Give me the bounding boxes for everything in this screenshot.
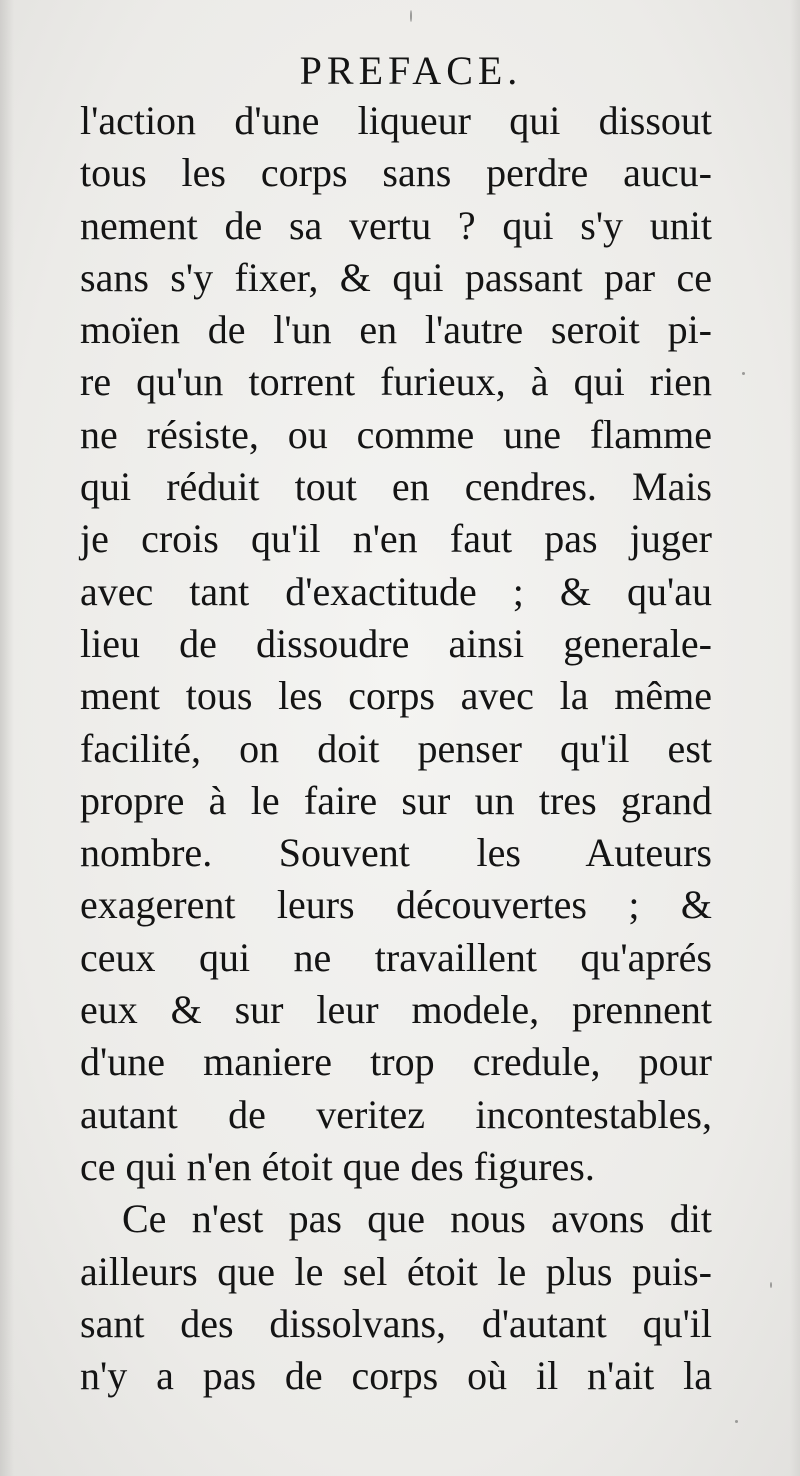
text-line: n'y a pas de corps où il n'ait la xyxy=(80,1353,712,1399)
text-line: eux & sur leur modele, prennent xyxy=(80,987,712,1033)
text-line: nombre. Souvent les Auteurs xyxy=(80,830,712,876)
text-line: moïen de l'un en l'autre seroit pi- xyxy=(80,307,712,353)
text-line: exagerent leurs découvertes ; & xyxy=(80,882,712,928)
text-line: ment tous les corps avec la même xyxy=(80,673,712,719)
text-line: ce qui n'en étoit que des figures. xyxy=(80,1143,595,1189)
paper-speck xyxy=(742,372,745,375)
text-line: nement de sa vertu ? qui s'y unit xyxy=(80,202,712,248)
page-left-edge-shadow xyxy=(0,0,14,1476)
text-line: ceux qui ne travaillent qu'aprés xyxy=(80,934,712,980)
page-right-edge-shadow xyxy=(790,0,800,1476)
text-line: ailleurs que le sel étoit le plus puis- xyxy=(80,1248,712,1294)
text-line: propre à le faire sur un tres grand xyxy=(80,777,712,823)
paper-speck xyxy=(770,1282,772,1288)
running-head: PREFACE. xyxy=(299,48,523,93)
text-line-paragraph-start: Ce n'est pas que nous avons dit xyxy=(122,1196,712,1242)
text-line: avec tant d'exactitude ; & qu'au xyxy=(80,568,712,614)
text-line: re qu'un torrent furieux, à qui rien xyxy=(80,359,712,405)
text-line: autant de veritez incontestables, xyxy=(80,1091,712,1137)
paper-speck xyxy=(410,10,412,22)
text-line: d'une maniere trop credule, pour xyxy=(80,1039,712,1085)
text-line: sans s'y fixer, & qui passant par ce xyxy=(80,254,712,300)
paper-speck xyxy=(735,1420,738,1423)
text-line: sant des dissolvans, d'autant qu'il xyxy=(80,1300,712,1346)
text-line: je crois qu'il n'en faut pas juger xyxy=(80,516,712,562)
text-line: lieu de dissoudre ainsi generale- xyxy=(80,620,712,666)
text-line: ne résiste, ou comme une flamme xyxy=(80,411,712,457)
body-text xyxy=(80,95,712,1402)
text-line: tous les corps sans perdre aucu- xyxy=(80,150,712,196)
text-line: qui réduit tout en cendres. Mais xyxy=(80,464,712,510)
text-line: facilité, on doit penser qu'il est xyxy=(80,725,712,771)
text-line: l'action d'une liqueur qui dissout xyxy=(80,98,712,143)
